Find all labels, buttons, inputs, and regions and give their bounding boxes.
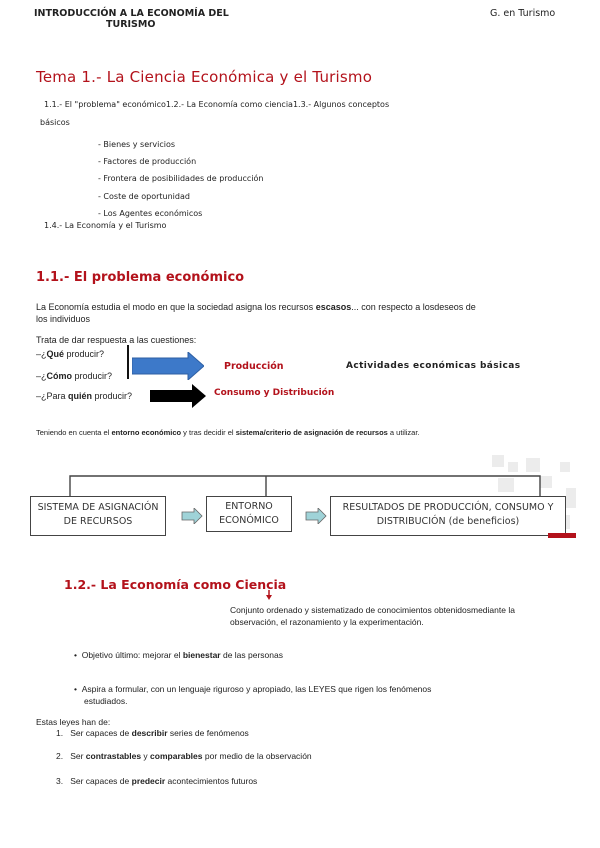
- bullet-dot: •: [74, 684, 77, 694]
- leyes-intro: Estas leyes han de:: [36, 717, 111, 727]
- arrow-blue-icon: [132, 352, 204, 380]
- index-line: 1.1.- El "problema" económico1.2.- La Economía como ciencia1.3.- Algunos conceptos: [44, 100, 390, 109]
- course-title-line2: TURISMO: [106, 19, 156, 30]
- arrow-right-icon: [305, 508, 327, 524]
- science-definition: Conjunto ordenado y sistematizado de conocimientos obtenidosmediante la observación, el razonamiento y la experimentación.: [230, 605, 515, 627]
- box-entorno: ENTORNO ECONÓMICO: [206, 496, 292, 532]
- arrow-down-icon: [265, 590, 273, 600]
- arrow-right-icon: [181, 508, 203, 524]
- context-sentence: Teniendo en cuenta el entorno económico y tras decidir el sistema/criterio de asignación de recursos a utilizar.: [36, 428, 420, 437]
- arrow-black-icon: [150, 384, 206, 408]
- index-subitem: - Factores de producción: [98, 157, 197, 167]
- index-line-last: 1.4.- La Economía y el Turismo: [44, 221, 167, 230]
- question-como: –¿Cómo producir?: [36, 371, 113, 381]
- bullet-dot: •: [74, 650, 77, 660]
- questions-lead: Trata de dar respuesta a las cuestiones:: [36, 335, 197, 345]
- bullet-leyes: • Aspira a formular, con un lenguaje riguroso y apropiado, las LEYES que rigen los fenómenos estudiados.: [74, 684, 432, 706]
- box-resultados: RESULTADOS DE PRODUCCIÓN, CONSUMO Y DISTRIBUCIÓN (de beneficios): [330, 496, 566, 536]
- question-que: –¿Qué producir?: [36, 349, 105, 359]
- index-subitem: - Frontera de posibilidades de producción: [98, 174, 264, 184]
- topic-title: Tema 1.- La Ciencia Económica y el Turismo: [36, 68, 373, 86]
- produccion-label: Producción: [224, 361, 284, 372]
- index-subitem: - Bienes y servicios: [98, 140, 176, 149]
- index-subitem: - Coste de oportunidad: [98, 191, 190, 201]
- problem-paragraph: La Economía estudia el modo en que la sociedad asigna los recursos escasos... con respecto a losdeseos de los individuos: [36, 302, 476, 324]
- law-item: 1. Ser capaces de describir series de fenómenos: [56, 728, 249, 738]
- section-heading-1: 1.1.- El problema económico: [36, 270, 245, 285]
- red-tag: [548, 533, 576, 538]
- actividades-label: Actividades económicas básicas: [346, 361, 521, 371]
- box-asignacion: SISTEMA DE ASIGNACIÓN DE RECURSOS: [30, 496, 166, 536]
- consumo-label: Consumo y Distribución: [214, 388, 335, 398]
- index-subitem: - Los Agentes económicos: [98, 208, 203, 218]
- course-title-line1: INTRODUCCIÓN A LA ECONOMÍA DEL: [34, 8, 229, 19]
- index-line-cont: básicos: [40, 118, 70, 127]
- law-item: 3. Ser capaces de predecir acontecimientos futuros: [56, 776, 258, 786]
- course-title: [34, 8, 229, 30]
- bullet-objetivo: • Objetivo último: mejorar el bienestar de las personas: [74, 650, 283, 660]
- index-subitems: [98, 136, 263, 222]
- bracket-line: [127, 345, 129, 379]
- law-item: 2. Ser contrastables y comparables por medio de la observación: [56, 751, 312, 761]
- section-heading-2: 1.2.- La Economía como Ciencia: [64, 577, 287, 592]
- question-quien: –¿Para quién producir?: [36, 391, 133, 401]
- degree-label: G. en Turismo: [490, 8, 556, 19]
